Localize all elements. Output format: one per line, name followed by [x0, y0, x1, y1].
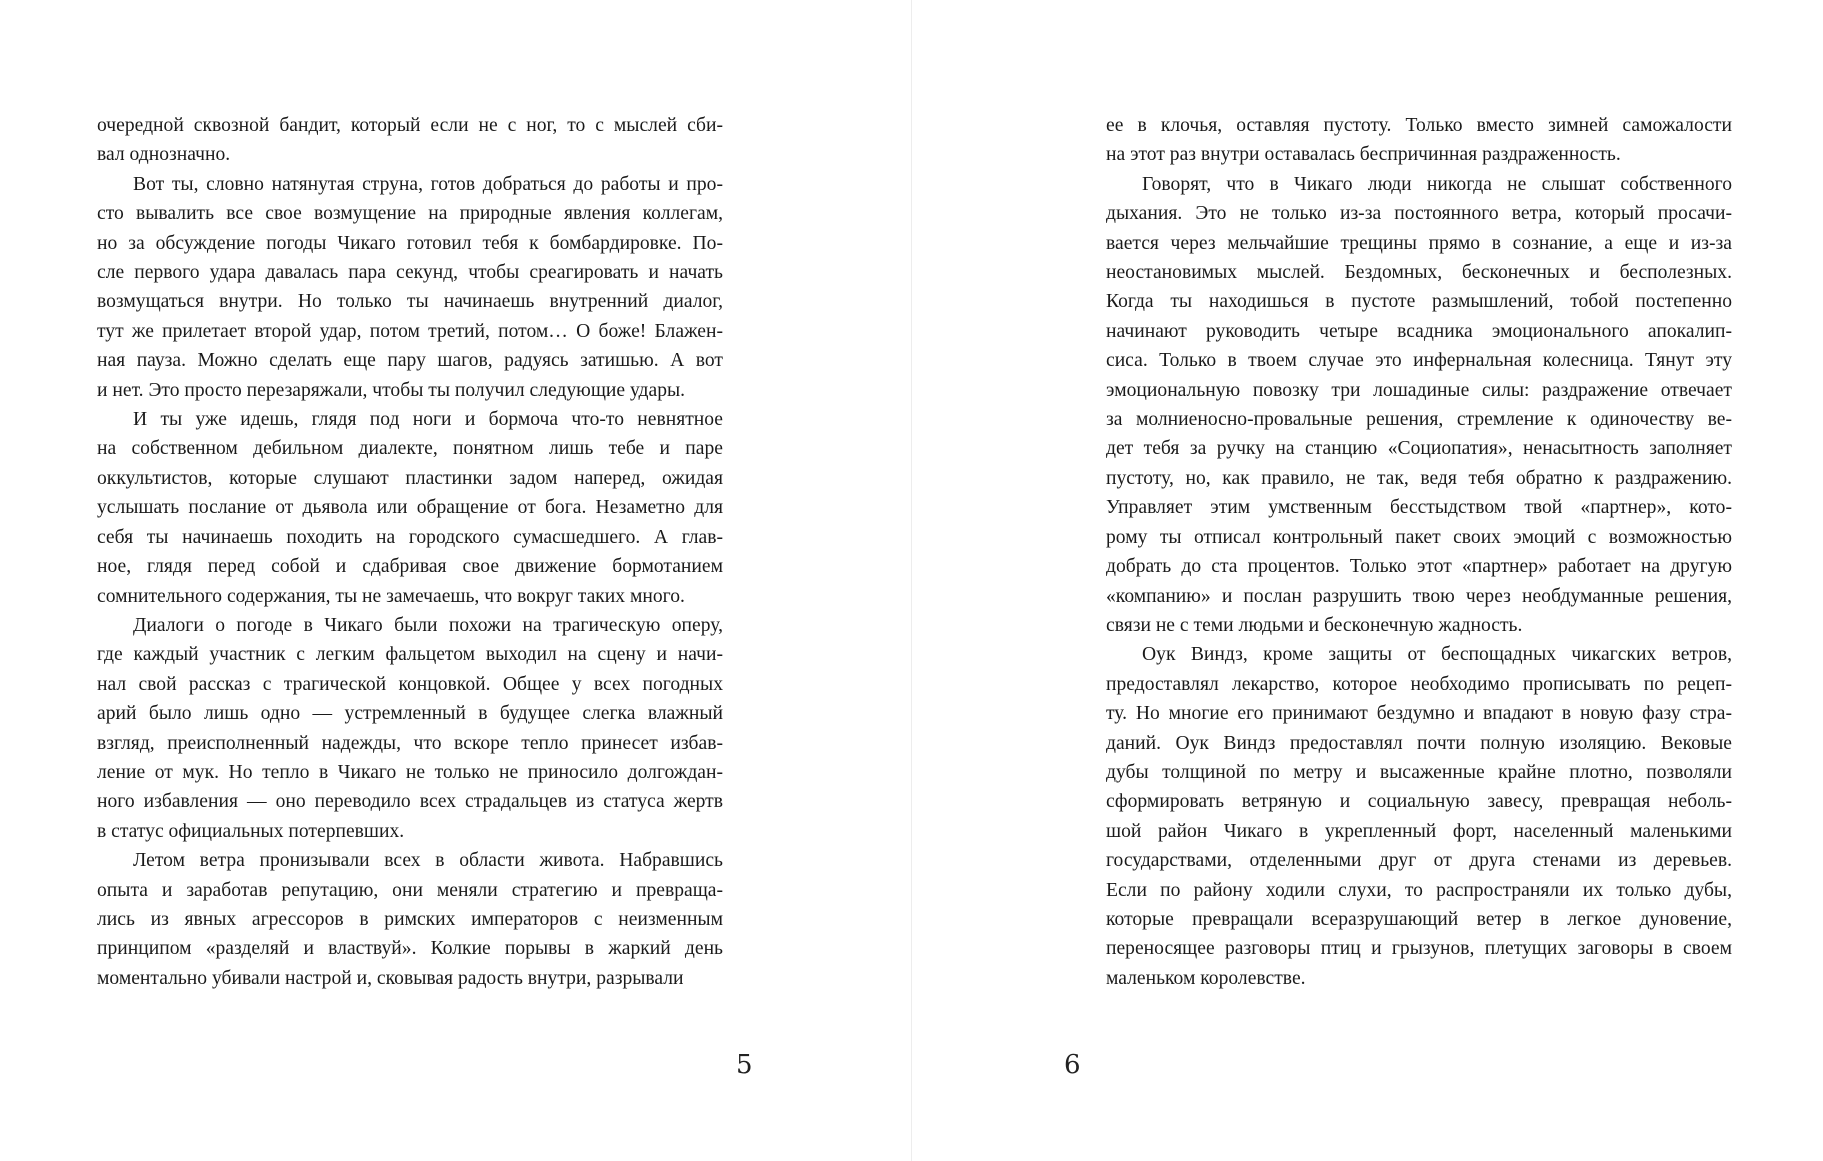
text-line: моментально убивали настрой и, сковывая радость внутри, разрывали: [97, 967, 684, 989]
text-line: эмоциональную повозку три лошадиные силы: раздражение отвечает: [1106, 379, 1732, 401]
text-line: взгляд, преисполненный надежды, что вскоре тепло принесет избав-: [97, 732, 723, 754]
text-line: предоставлял лекарство, которое необходимо прописывать по рецеп-: [1106, 673, 1732, 695]
right-page-text: [1106, 111, 1732, 993]
text-line: Оук Виндз, кроме защиты от беспощадных чикагских ветров,: [1142, 644, 1732, 666]
text-line: ная пауза. Можно сделать еще пару шагов, радуясь затишью. А вот: [97, 350, 723, 372]
text-line: возмущаться внутри. Но только ты начинаешь внутренний диалог,: [97, 291, 723, 313]
text-line: вается через мельчайшие трещины прямо в сознание, а еще и из-за: [1106, 232, 1732, 254]
text-line: сиса. Только в твоем случае это инфернальная колесница. Тянут эту: [1106, 350, 1732, 372]
text-line: ного избавления — оно переводило всех страдальцев из статуса жертв: [97, 791, 723, 813]
text-line: Управляет этим умственным бесстыдством твой «партнер», кото-: [1106, 497, 1732, 519]
right-page-number: 6: [1064, 1050, 1081, 1080]
text-line: в статус официальных потерпевших.: [97, 820, 405, 842]
text-line: тут же прилетает второй удар, потом третий, потом… О боже! Блажен-: [97, 320, 723, 342]
text-line: Диалоги о погоде в Чикаго были похожи на трагическую оперу,: [133, 614, 723, 636]
text-line: опыта и заработав репутацию, они меняли стратегию и превраща-: [97, 879, 723, 901]
text-line: государствами, отделенными друг от друга стенами из деревьев.: [1106, 850, 1732, 872]
text-line: «компанию» и послан разрушить твою через необдуманные решения,: [1106, 585, 1732, 607]
text-line: принципом «разделяй и властвуй». Колкие порывы в жаркий день: [97, 938, 723, 960]
text-line: на собственном дебильном диалекте, понятном лишь тебе и паре: [97, 438, 723, 460]
text-line: за молниеносно-провальные решения, стремление к одиночеству ве-: [1106, 409, 1732, 431]
text-line: Если по району ходили слухи, то распространяли их только дубы,: [1106, 879, 1732, 901]
text-line: переносящее разговоры птиц и грызунов, плетущих заговоры в своем: [1106, 938, 1732, 960]
text-line: маленьком королевстве.: [1106, 967, 1306, 989]
text-line: нал свой рассказ с трагической концовкой. Общее у всех погодных: [97, 673, 723, 695]
text-line: связи не с теми людьми и бесконечную жадность.: [1106, 614, 1523, 636]
text-line: сле первого удара давалась пара секунд, чтобы среагировать и начать: [97, 262, 723, 284]
text-line: сто вывалить все свое возмущение на природные явления коллегам,: [97, 203, 723, 225]
text-line: пустоту, но, как правило, не так, ведя тебя обратно к раздражению.: [1106, 467, 1732, 489]
text-line: Вот ты, словно натянутая струна, готов добраться до работы и про-: [133, 173, 723, 195]
text-line: очередной сквозной бандит, который если не с ног, то с мыслей сби-: [97, 115, 723, 136]
text-line: ление от мук. Но тепло в Чикаго не только не приносило долгождан-: [97, 761, 723, 783]
page-gutter: [911, 0, 912, 1161]
text-line: сформировать ветряную и социальную завесу, превращая неболь-: [1106, 791, 1732, 813]
text-line: дет тебя за ручку на станцию «Социопатия», ненасытность заполняет: [1106, 438, 1732, 460]
text-line: лись из явных агрессоров в римских императоров с неизменным: [97, 908, 723, 930]
text-line: шой район Чикаго в укрепленный форт, населенный маленькими: [1106, 820, 1732, 842]
text-line: неостановимых мыслей. Бездомных, бесконечных и бесполезных.: [1106, 262, 1732, 284]
text-line: но за обсуждение погоды Чикаго готовил тебя к бомбардировке. По-: [97, 232, 723, 254]
text-line: услышать послание от дьявола или обращение от бога. Незаметно для: [97, 497, 723, 519]
text-line: дубы толщиной по метру и высаженные крайне плотно, позволяли: [1106, 761, 1732, 783]
text-line: ное, глядя перед собой и сдабривая свое движение бормотанием: [97, 556, 723, 578]
text-line: добрать до ста процентов. Только этот «партнер» работает на другую: [1106, 556, 1732, 578]
text-line: ту. Но многие его принимают бездумно и впадают в новую фазу стра-: [1106, 703, 1732, 725]
text-line: дыхания. Это не только из-за постоянного ветра, который просачи-: [1106, 203, 1732, 225]
text-line: оккультистов, которые слушают пластинки задом наперед, ожидая: [97, 467, 723, 489]
text-line: которые превращали всеразрушающий ветер в легкое дуновение,: [1106, 908, 1732, 930]
left-page-number: 5: [736, 1050, 753, 1080]
text-line: вал однозначно.: [97, 144, 231, 166]
text-line: где каждый участник с легким фальцетом выходил на сцену и начи-: [97, 644, 723, 666]
text-line: Говорят, что в Чикаго люди никогда не слышат собственного: [1142, 173, 1732, 195]
text-line: себя ты начинаешь походить на городского сумасшедшего. А глав-: [97, 526, 723, 548]
text-line: даний. Оук Виндз предоставлял почти полную изоляцию. Вековые: [1106, 732, 1732, 754]
text-line: И ты уже идешь, глядя под ноги и бормоча что-то невнятное: [133, 409, 723, 431]
text-line: арий было лишь одно — устремленный в будущее слегка влажный: [97, 703, 723, 725]
text-line: рому ты отписал контрольный пакет своих эмоций с возможностью: [1106, 526, 1732, 548]
text-line: начинают руководить четыре всадника эмоционального апокалип-: [1106, 320, 1732, 342]
left-page-text: [97, 111, 723, 993]
text-line: ее в клочья, оставляя пустоту. Только вместо зимней саможалости: [1106, 115, 1732, 136]
text-line: на этот раз внутри оставалась беспричинная раздраженность.: [1106, 144, 1621, 166]
text-line: сомнительного содержания, ты не замечаешь, что вокруг таких много.: [97, 585, 685, 607]
text-line: Летом ветра пронизывали всех в области живота. Набравшись: [133, 850, 723, 872]
text-line: и нет. Это просто перезаряжали, чтобы ты получил следующие удары.: [97, 379, 686, 401]
text-line: Когда ты находишься в пустоте размышлений, тобой постепенно: [1106, 291, 1732, 313]
